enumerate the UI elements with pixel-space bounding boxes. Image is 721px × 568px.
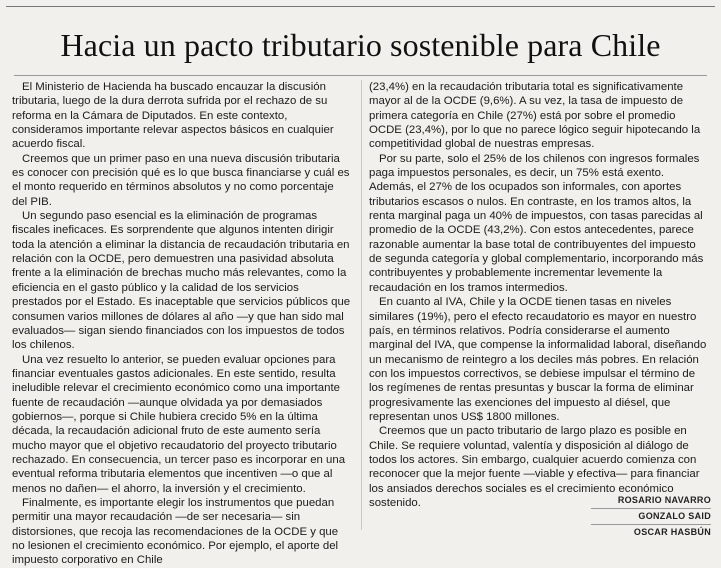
author-list	[591, 493, 711, 540]
paragraph: Un segundo paso esencial es la eliminación de programas fiscales ineficaces. Es sorprendente que algunos intenten dirigir toda la atención a eliminar la distancia de recaudación tributaria en relación con la OCDE, pero demuestren una pasividad absoluta frente a la eliminación de brechas mucho más relevantes, como la eficiencia en el gasto público y la calidad de los servicios prestados por el Estado. Es inaceptable que servicios públicos que consumen varios millones de dólares al año —y que han sido mal evaluados— sigan siendo financiados con los impuestos de todos los chilenos.	[12, 210, 351, 352]
paragraph: Creemos que un pacto tributario de largo plazo es posible en Chile. Se requiere voluntad, valentía y disposición al diálogo de todos los actores. Sin embargo, cualquier acuerdo comienza con reconocer que la mejor fuente —viable y efectiva— para financiar los ansiados derechos sociales es el crecimiento económico sostenido.	[369, 425, 700, 509]
paragraph: Creemos que un primer paso en una nueva discusión tributaria es conocer con precisión qué es lo que busca financiarse y cuál es el monto requerido en términos absolutos y no como porcentaje del PIB.	[12, 152, 350, 208]
paragraph: En cuanto al IVA, Chile y la OCDE tienen tasas en niveles similares (19%), pero el efecto recaudatorio es mayor en nuestro país, en términos relativos. Podría considerarse el aumento marginal del IVA, que compense la informalidad laboral, diseñando un mecanismo de reintegro a los deciles más pobres. En relación con los impuestos correctivos, se debiese impulsar el término de los regímenes de rentas presuntas y buscar la forma de eliminar progresivamente las exenciones del impuesto al diésel, que representan unos US$ 1800 millones.	[369, 296, 707, 423]
paragraph: El Ministerio de Hacienda ha buscado encauzar la discusión tributaria, luego de la dura derrota sufrida por el rechazo de su reforma en la Cámara de Diputados. En este contexto, consideramos importante relevar aspectos básicos en cualquier acuerdo fiscal.	[12, 81, 334, 151]
author-name: ROSARIO NAVARRO	[591, 493, 711, 509]
article-title: Hacia un pacto tributario sostenible para Chile	[60, 27, 661, 63]
paragraph: Una vez resuelto lo anterior, se pueden evaluar opciones para financiar eventuales gastos adicionales. En este sentido, resulta ineludible relevar el crecimiento económico como una importante fuente de recaudación —aunque olvidada ya por demasiados gobiernos—, porque si Chile hubiera crecido 5% en la última década, la recaudación adicional fruto de este aumento sería mucho mayor que el objetivo recaudatorio del proyecto tributario rechazado. En consecuencia, un tercer paso es incorporar en una eventual reforma tributaria elementos que incentiven —o que al menos no dañen— el ahorro, la inversión y el crecimiento.	[12, 353, 346, 495]
title-rule	[14, 75, 707, 76]
article-column-right	[369, 80, 710, 510]
column-divider	[361, 80, 362, 530]
author-name: GONZALO SAID	[591, 509, 711, 525]
article-column-left	[12, 80, 351, 568]
author-name: OSCAR HASBÚN	[633, 527, 711, 537]
top-rule	[6, 6, 715, 7]
paragraph: Por su parte, solo el 25% de los chilenos con ingresos formales paga impuestos personales, es decir, un 75% está exento. Además, el 27% de los ocupados son informales, con aportes tributarios escasos o nulos. En contraste, en los tramos altos, la renta marginal paga un 40% de impuestos, con tasas parecidas al promedio de la OCDE (43,2%). Con estos antecedentes, parece razonable aumentar la base total de contribuyentes del impuesto de segunda categoría y global complementario, incorporando más contribuyentes y probablemente incrementar levemente la recaudación en los tramos intermedios.	[369, 152, 704, 294]
paragraph: Finalmente, es importante elegir los instrumentos que puedan permitir una mayor recaudación —de ser necesaria— sin distorsiones, que recoja las recomendaciones de la OCDE y que no lesionen el crecimiento económico. Por ejemplo, el aporte del impuesto corporativo en Chile	[12, 496, 339, 567]
paragraph-continuation: (23,4%) en la recaudación tributaria total es significativamente mayor al de la OCDE (9,6%). A su vez, la tasa de impuesto de primera categoría en Chile (27%) está por sobre el promedio OCDE (23,4%), por lo que no parece lógico seguir hipotecando la competitividad global de nuestras empresas.	[369, 81, 701, 151]
